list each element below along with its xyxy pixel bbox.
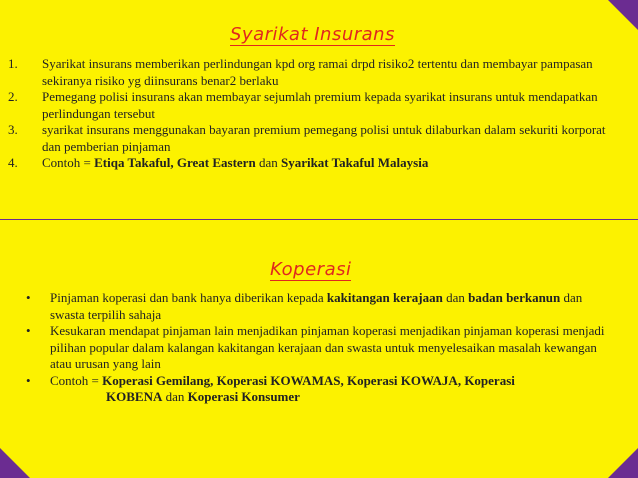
list-item-mid: dan: [442, 290, 469, 305]
corner-decoration: [0, 448, 30, 478]
list-number: 3.: [8, 122, 18, 137]
list-item: [6, 373, 606, 406]
list-number: 1.: [8, 56, 18, 71]
list-item: [6, 122, 606, 155]
list-item-bold: Koperasi Konsumer: [187, 389, 300, 404]
corner-decoration: [608, 448, 638, 478]
list-item-prefix: Contoh =: [50, 372, 103, 388]
list-item: [6, 323, 606, 373]
slide-cooperative: [0, 220, 638, 478]
list-item-bold: badan berkanun: [468, 290, 561, 305]
list-item-bold: Syarikat Takaful Malaysia: [280, 155, 429, 170]
list-item-text: Pemegang polisi insurans akan membayar sejumlah premium kepada syarikat insurans untuk mendapatkan perlindungan tersebut: [42, 89, 598, 121]
list-item-bold: kakitangan kerajaan: [326, 290, 443, 305]
list-item: [6, 56, 606, 89]
slide-title: Syarikat Insurans: [230, 24, 395, 45]
list-item: [6, 155, 606, 172]
bullet-icon: •: [26, 290, 31, 305]
list-item-continuation: [50, 389, 606, 406]
bullet-list: [6, 290, 606, 406]
list-item-text: syarikat insurans menggunakan bayaran premium pemegang polisi untuk dilaburkan dalam sekuriti korporat dan pemberian pinjaman: [42, 122, 606, 154]
list-item-post: dan swasta terpilih sahaja: [50, 290, 583, 322]
numbered-list: [6, 56, 606, 172]
slide-title: Koperasi: [270, 259, 352, 280]
list-item-text: Kesukaran mendapat pinjaman lain menjadikan pinjaman koperasi menjadikan pinjaman koperasi menjadi pilihan popular dalam kalangan kakitangan kerajaan dan swasta untuk menyelesaikan masalah kewangan atau urusan yang lain: [50, 323, 605, 371]
list-item: [6, 89, 606, 122]
list-item: [6, 290, 606, 323]
bullet-icon: •: [26, 323, 31, 338]
list-item-bold: Etiqa Takaful, Great Eastern: [94, 155, 256, 170]
list-item-prefix: Contoh =: [42, 155, 95, 170]
list-number: 4.: [8, 155, 18, 170]
list-number: 2.: [8, 89, 18, 104]
list-item-mid: dan: [255, 155, 281, 170]
list-item-bold: KOBENA: [106, 389, 163, 404]
corner-decoration: [608, 0, 638, 30]
slide-insurance: [0, 0, 638, 219]
list-item-mid: dan: [162, 389, 188, 404]
list-item-text: Syarikat insurans memberikan perlindungan kpd org ramai drpd risiko2 tertentu dan membayar pampasan sekiranya risiko yg diinsurans benar2 berlaku: [42, 56, 593, 88]
list-item-pre: Pinjaman koperasi dan bank hanya diberikan kepada: [50, 290, 327, 305]
list-item-bold: Koperasi Gemilang, Koperasi KOWAMAS, Koperasi KOWAJA, Koperasi: [102, 372, 515, 388]
bullet-icon: •: [26, 372, 31, 388]
